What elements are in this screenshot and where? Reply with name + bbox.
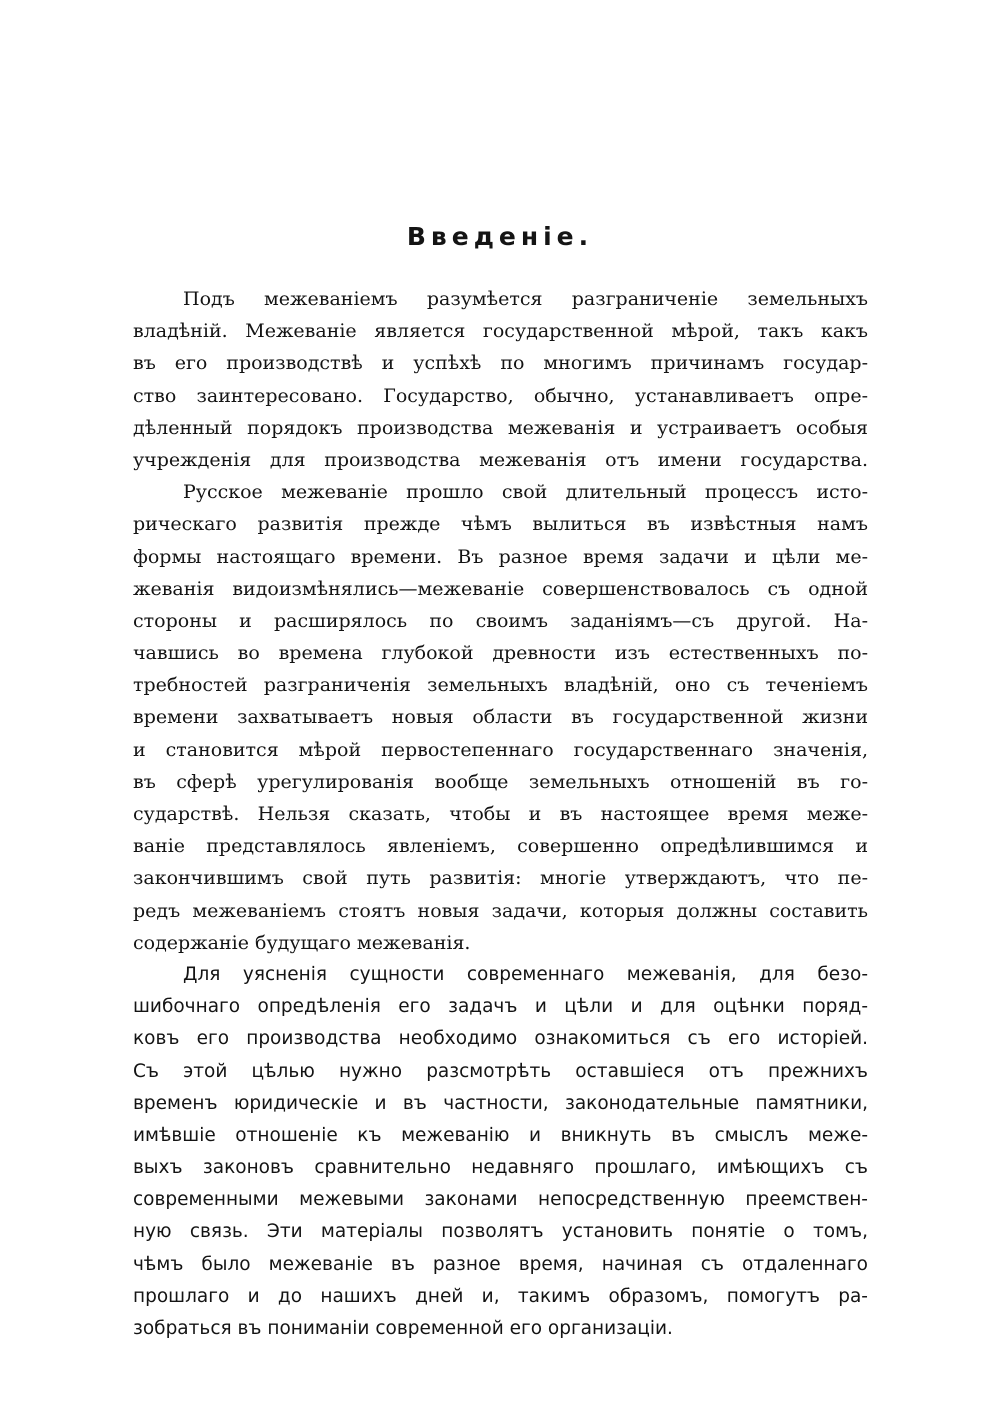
text-line: чѣмъ было межеваніе въ разное время, начиная съ отдаленнаго bbox=[133, 1253, 868, 1275]
text-line: прошлаго и до нашихъ дней и, такимъ образомъ, помогутъ ра- bbox=[133, 1285, 868, 1307]
text-line: времени захватываетъ новыя области въ государственной жизни bbox=[133, 706, 868, 729]
text-line: современными межевыми законами непосредственную преемствен- bbox=[133, 1189, 868, 1211]
text-line: въ сферѣ урегулированія вообще земельныхъ отношеній въ го- bbox=[133, 770, 868, 793]
text-line: формы настоящаго времени. Въ разное время задачи и цѣли ме- bbox=[133, 545, 868, 568]
text-line: шибочнаго опредѣленія его задачъ и цѣли и для оцѣнки поряд- bbox=[133, 996, 868, 1018]
text-line: ковъ его производства необходимо ознакомиться съ его исторіей. bbox=[133, 1028, 868, 1050]
text-line: въ его производствѣ и успѣхѣ по многимъ причинамъ государ- bbox=[133, 352, 868, 375]
text-line: Для уясненія сущности современнаго межеванія, для безо- bbox=[183, 963, 868, 985]
body-text bbox=[133, 283, 868, 1345]
text-line: ваніе представлялось явленіемъ, совершенно опредѣлившимся и bbox=[133, 835, 868, 858]
text-line: имѣвшіе отношеніе къ межеванію и вникнуть въ смыслъ меже- bbox=[133, 1124, 868, 1146]
text-line: закончившимъ свой путь развитія: многіе утверждаютъ, что пе- bbox=[133, 867, 868, 890]
text-line: ство заинтересовано. Государство, обычно, устанавливаетъ опре- bbox=[133, 384, 868, 407]
page-title: Введеніе. bbox=[406, 222, 594, 251]
text-line: сударствѣ. Нельзя сказать, чтобы и въ настоящее время меже- bbox=[133, 803, 868, 825]
text-line: Русское межеваніе прошло свой длительный процессъ исто- bbox=[183, 481, 868, 504]
text-line: Подъ межеваніемъ разумѣется разграниченіе земельныхъ bbox=[183, 288, 868, 310]
text-line: выхъ законовъ сравнительно недавняго прошлаго, имѣющихъ съ bbox=[133, 1157, 868, 1179]
paragraph bbox=[133, 959, 868, 1345]
paragraph bbox=[133, 283, 868, 476]
text-line: чавшись во времена глубокой древности изъ естественныхъ по- bbox=[133, 642, 868, 665]
text-line: владѣній. Межеваніе является государственной мѣрой, такъ какъ bbox=[133, 320, 868, 343]
text-line: стороны и расширялось по своимъ заданіямъ—съ другой. На- bbox=[133, 609, 868, 632]
text-line: содержаніе будущаго межеванія. bbox=[133, 931, 471, 954]
text-line: учрежденія для производства межеванія отъ имени государства. bbox=[133, 448, 868, 471]
text-line: ную связь. Эти матеріалы позволятъ установить понятіе о томъ, bbox=[133, 1221, 868, 1243]
text-line: редъ межеваніемъ стоятъ новыя задачи, которыя должны составить bbox=[133, 899, 868, 922]
text-line: Съ этой цѣлью нужно разсмотрѣть оставшіеся отъ прежнихъ bbox=[133, 1060, 868, 1082]
text-line: и становится мѣрой первостепеннаго государственнаго значенія, bbox=[133, 738, 868, 761]
paragraph bbox=[133, 476, 868, 959]
text-line: рическаго развитія прежде чѣмъ вылиться въ извѣстныя намъ bbox=[133, 513, 868, 536]
text-line: зобраться въ пониманіи современной его организаціи. bbox=[133, 1318, 673, 1339]
text-line: требностей разграниченія земельныхъ владѣній, оно съ теченіемъ bbox=[133, 674, 868, 697]
text-line: жеванія видоизмѣнялись—межеваніе совершенствовалось съ одной bbox=[133, 577, 868, 600]
text-line: временъ юридическіе и въ частности, законодательные памятники, bbox=[133, 1092, 868, 1114]
text-line: дѣленный порядокъ производства межеванія и устраиваетъ особыя bbox=[133, 416, 868, 439]
